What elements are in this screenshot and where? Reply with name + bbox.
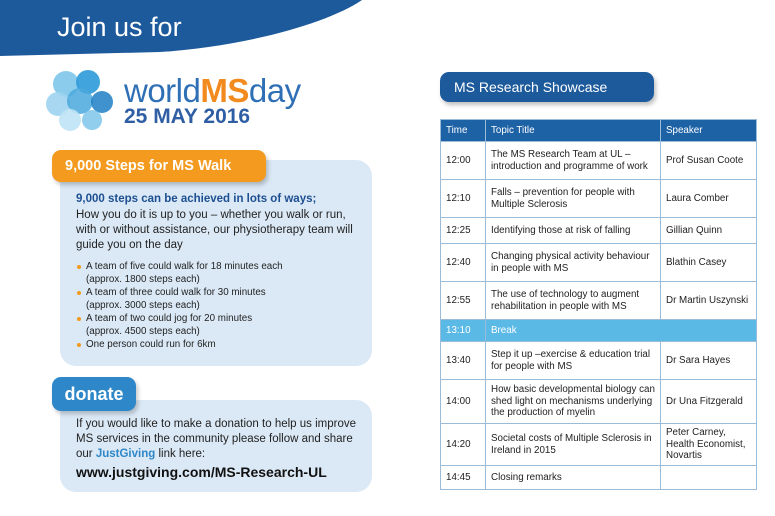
cell-topic: Falls – prevention for people with Multiple Sclerosis bbox=[486, 180, 661, 218]
cell-topic: Step it up –exercise & education trial for people with MS bbox=[486, 342, 661, 380]
logo-word-ms: MS bbox=[200, 72, 249, 109]
option-line: One person could run for 6km bbox=[86, 339, 216, 350]
column-header-speaker: Speaker bbox=[661, 120, 757, 142]
cell-topic: The use of technology to augment rehabilitation in people with MS bbox=[486, 282, 661, 320]
column-header-time: Time bbox=[441, 120, 486, 142]
cell-speaker: Dr Sara Hayes bbox=[661, 342, 757, 380]
cell-topic: Break bbox=[486, 320, 757, 342]
logo-circles-icon bbox=[44, 68, 116, 132]
option-detail: (approx. 3000 steps each) bbox=[86, 300, 200, 311]
donate-url[interactable]: www.justgiving.com/MS-Research-UL bbox=[76, 464, 327, 480]
table-row-break bbox=[441, 320, 757, 342]
schedule-table bbox=[440, 119, 757, 490]
cell-time: 12:25 bbox=[441, 218, 486, 244]
cell-time: 13:10 bbox=[441, 320, 486, 342]
header-banner bbox=[0, 0, 775, 60]
showcase-heading: MS Research Showcase bbox=[440, 72, 654, 102]
cell-time: 13:40 bbox=[441, 342, 486, 380]
cell-topic: Identifying those at risk of falling bbox=[486, 218, 661, 244]
cell-speaker: Peter Carney, Health Economist, Novartis bbox=[661, 424, 757, 466]
list-item bbox=[76, 286, 368, 312]
donate-text-after: link here: bbox=[155, 448, 206, 460]
option-detail: (approx. 1800 steps each) bbox=[86, 274, 200, 285]
table-row bbox=[441, 380, 757, 424]
cell-topic: The MS Research Team at UL – introduction and programme of work bbox=[486, 142, 661, 180]
cell-speaker: Laura Comber bbox=[661, 180, 757, 218]
option-line: A team of two could jog for 20 minutes bbox=[86, 313, 253, 324]
list-item bbox=[76, 260, 368, 286]
walk-heading: 9,000 Steps for MS Walk bbox=[52, 150, 266, 182]
option-line: A team of three could walk for 30 minutes bbox=[86, 287, 266, 298]
table-row bbox=[441, 466, 757, 490]
cell-speaker: Dr Martin Uszynski bbox=[661, 282, 757, 320]
table-row bbox=[441, 180, 757, 218]
donate-text bbox=[76, 417, 368, 462]
cell-time: 14:20 bbox=[441, 424, 486, 466]
cell-speaker: Gillian Quinn bbox=[661, 218, 757, 244]
table-row bbox=[441, 424, 757, 466]
cell-time: 14:45 bbox=[441, 466, 486, 490]
cell-time: 12:10 bbox=[441, 180, 486, 218]
donate-heading: donate bbox=[52, 377, 136, 411]
table-row bbox=[441, 282, 757, 320]
walk-options-list bbox=[76, 260, 368, 351]
walk-intro: How you do it is up to you – whether you walk or run, with or without assistance, our physiotherapy team will guide you on the day bbox=[76, 209, 353, 251]
table-row bbox=[441, 244, 757, 282]
cell-topic: Closing remarks bbox=[486, 466, 661, 490]
cell-time: 12:00 bbox=[441, 142, 486, 180]
world-ms-day-logo bbox=[44, 68, 314, 136]
cell-topic: How basic developmental biology can shed light on mechanisms underlying the production of myelin bbox=[486, 380, 661, 424]
logo-date: 25 MAY 2016 bbox=[124, 105, 251, 128]
table-row bbox=[441, 342, 757, 380]
cell-speaker: Prof Susan Coote bbox=[661, 142, 757, 180]
donate-text-before: If you would like to make a donation to help us improve MS services in the community please follow and share our bbox=[76, 418, 356, 460]
cell-speaker: Blathin Casey bbox=[661, 244, 757, 282]
option-line: A team of five could walk for 18 minutes each bbox=[86, 261, 283, 272]
list-item bbox=[76, 312, 368, 338]
cell-time: 14:00 bbox=[441, 380, 486, 424]
logo-word-suffix: day bbox=[248, 72, 301, 109]
cell-topic: Societal costs of Multiple Sclerosis in Ireland in 2015 bbox=[486, 424, 661, 466]
column-header-topic: Topic Title bbox=[486, 120, 661, 142]
cell-time: 12:40 bbox=[441, 244, 486, 282]
table-row bbox=[441, 142, 757, 180]
banner-title: Join us for bbox=[57, 12, 182, 42]
table-row bbox=[441, 218, 757, 244]
cell-speaker bbox=[661, 466, 757, 490]
table-header-row bbox=[441, 120, 757, 142]
list-item bbox=[76, 338, 368, 351]
cell-time: 12:55 bbox=[441, 282, 486, 320]
option-detail: (approx. 4500 steps each) bbox=[86, 326, 200, 337]
justgiving-brand: JustGiving bbox=[95, 448, 156, 460]
walk-lead: 9,000 steps can be achieved in lots of ways; bbox=[76, 193, 317, 205]
cell-topic: Changing physical activity behaviour in people with MS bbox=[486, 244, 661, 282]
cell-speaker: Dr Una Fitzgerald bbox=[661, 380, 757, 424]
logo-word-prefix: world bbox=[124, 72, 201, 109]
